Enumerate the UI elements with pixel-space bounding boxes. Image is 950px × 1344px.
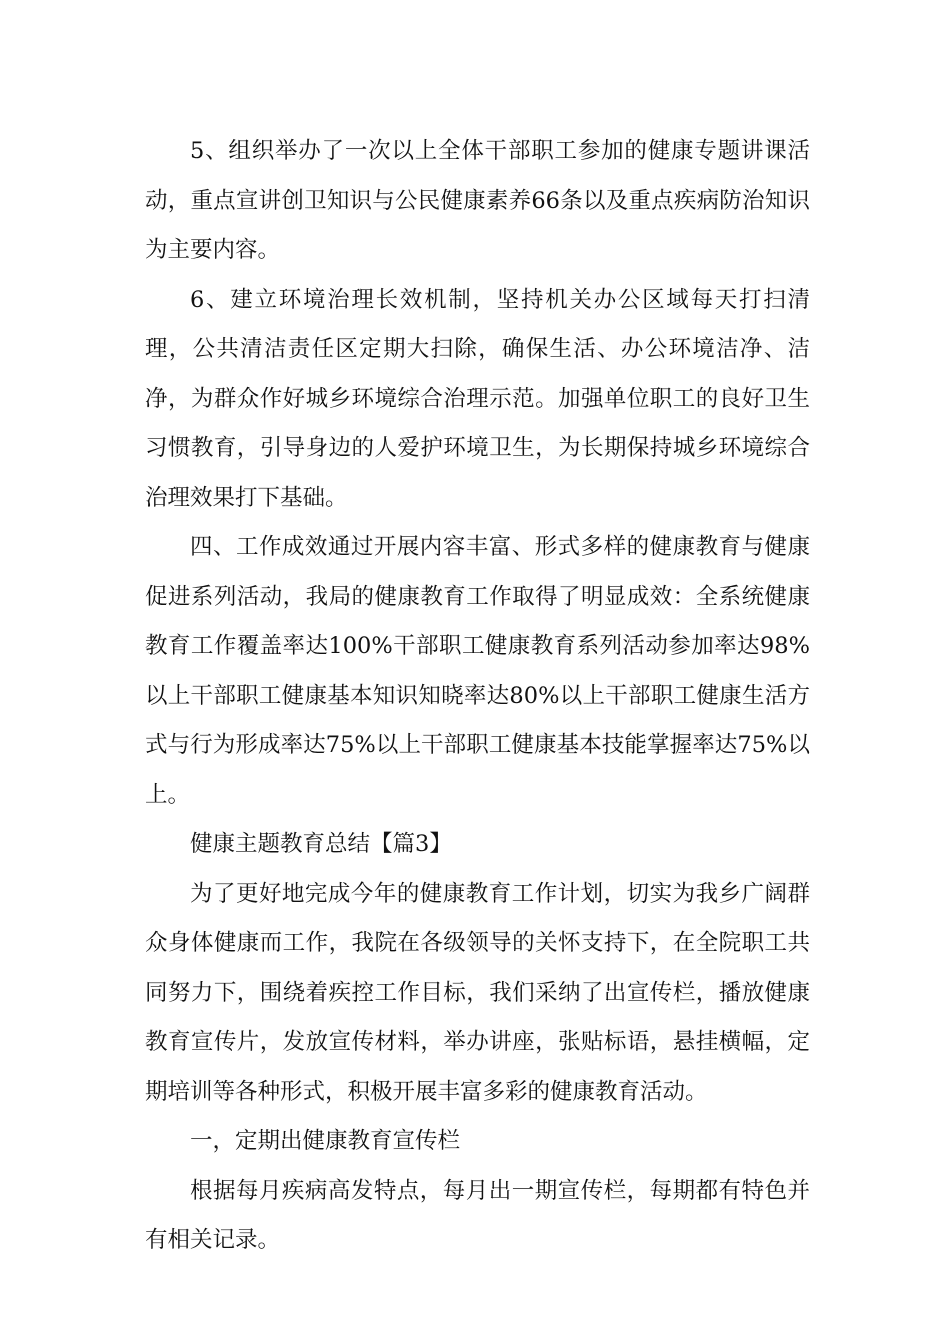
paragraph-monthly-bulletin: 根据每月疾病高发特点，每月出一期宣传栏，每期都有特色并有相关记录。: [145, 1177, 810, 1253]
document-body: [145, 127, 810, 1266]
paragraph-intro: 为了更好地完成今年的健康教育工作计划，切实为我乡广阔群众身体健康而工作，我院在各级领导的关怀支持下，在全院职工共同努力下，围绕着疾控工作目标，我们采纳了出宣传栏，播放健康教育宣传片，发放宣传材料，举办讲座，张贴标语，悬挂横幅，定期培训等各种形式，积极开展丰富多彩的健康教育活动。: [145, 880, 810, 1105]
subheading-bulletin-board: 一，定期出健康教育宣传栏: [190, 1128, 461, 1154]
paragraph-item-5: 5、组织举办了一次以上全体干部职工参加的健康专题讲课活动，重点宣讲创卫知识与公民健康素养66条以及重点疾病防治知识为主要内容。: [145, 138, 810, 263]
paragraph-work-results: 四、工作成效通过开展内容丰富、形式多样的健康教育与健康促进系列活动，我局的健康教育工作取得了明显成效：全系统健康教育工作覆盖率达100%干部职工健康教育系列活动参加率达98%以上干部职工健康基本知识知晓率达80%以上干部职工健康生活方式与行为形成率达75%以上干部职工健康基本技能掌握率达75%以上。: [145, 534, 810, 808]
paragraph-item-6: 6、建立环境治理长效机制，坚持机关办公区域每天打扫清理，公共清洁责任区定期大扫除，确保生活、办公环境洁净、洁净，为群众作好城乡环境综合治理示范。加强单位职工的良好卫生习惯教育，引导身边的人爱护环境卫生，为长期保持城乡环境综合治理效果打下基础。: [145, 286, 810, 511]
section-heading-part3: 健康主题教育总结【篇3】: [190, 831, 452, 857]
